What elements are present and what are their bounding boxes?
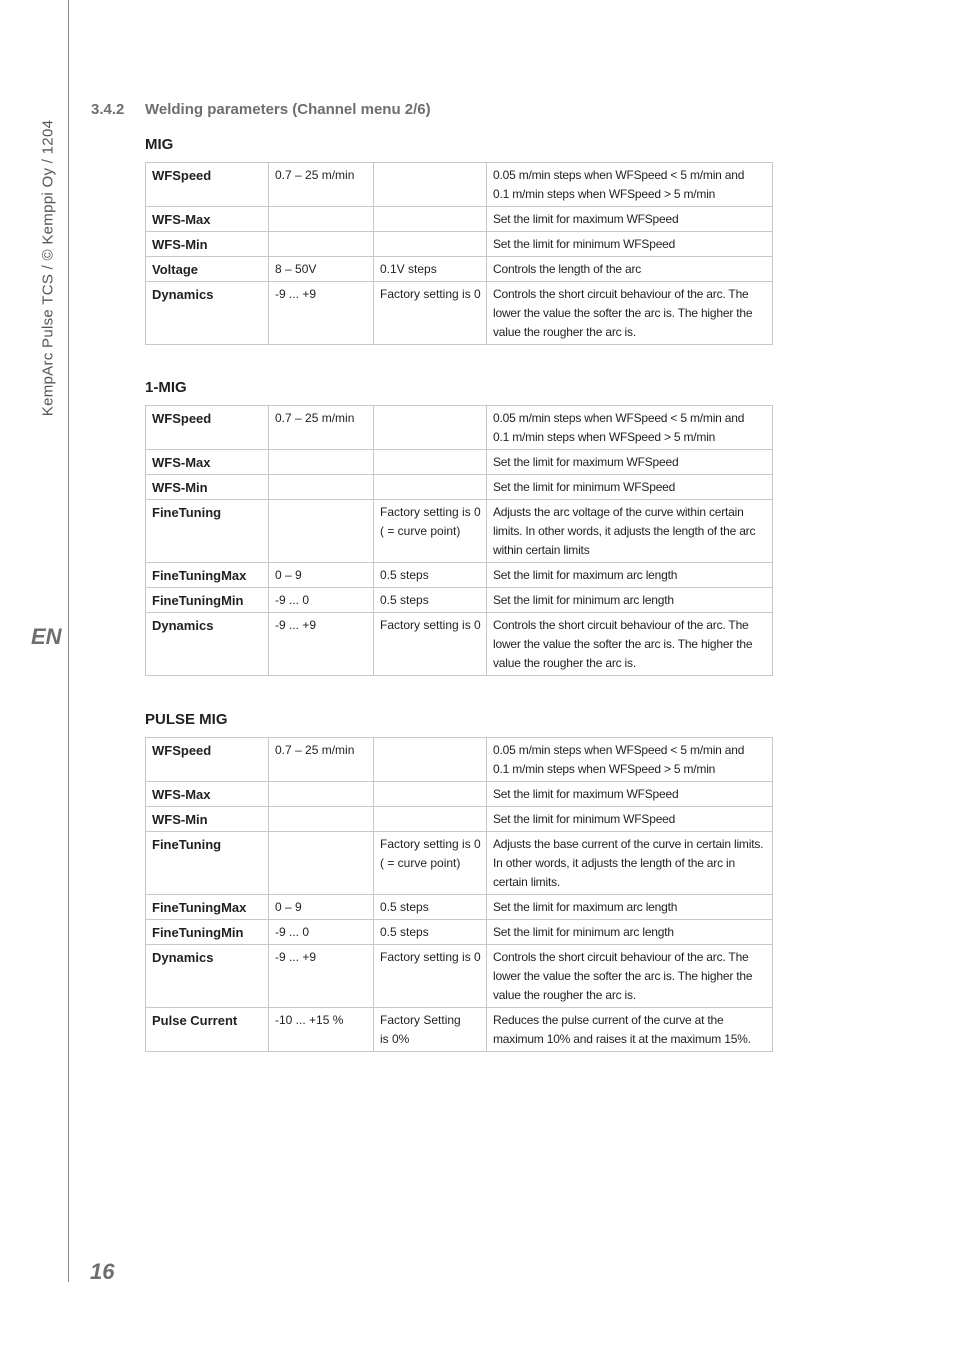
parameter-name: WFS-Min [146,475,269,500]
parameter-description: Set the limit for minimum arc length [487,588,773,613]
section-number: 3.4.2 [91,101,125,118]
table-row [146,257,773,282]
parameter-name: FineTuning [146,832,269,895]
parameter-setting: 0.5 steps [374,588,487,613]
parameter-setting [374,232,487,257]
parameter-description: Adjusts the arc voltage of the curve within certain limits. In other words, it adjusts the length of the arc within certain limits [487,500,773,563]
table-row [146,738,773,782]
table-row [146,406,773,450]
mig-heading: MIG [145,136,174,153]
document-label: KempArc Pulse TCS / © Kemppi Oy / 1204 [39,119,57,417]
parameter-range: 8 – 50V [269,257,374,282]
parameter-name: FineTuningMax [146,895,269,920]
parameter-description: Adjusts the base current of the curve in certain limits. In other words, it adjusts the length of the arc in certain limits. [487,832,773,895]
parameter-range [269,832,374,895]
parameter-setting: 0.5 steps [374,895,487,920]
parameter-name: Dynamics [146,945,269,1008]
table-row [146,807,773,832]
parameter-name: Voltage [146,257,269,282]
section-heading [91,101,431,118]
parameter-range [269,232,374,257]
table-body [146,163,773,345]
parameter-setting: Factory setting is 0 ( = curve point) [374,500,487,563]
table-row [146,920,773,945]
parameter-description: 0.05 m/min steps when WFSpeed < 5 m/min and 0.1 m/min steps when WFSpeed > 5 m/min [487,163,773,207]
parameter-setting [374,450,487,475]
parameter-name: WFS-Max [146,782,269,807]
table-row [146,232,773,257]
parameter-setting [374,475,487,500]
parameter-range: -9 ... 0 [269,588,374,613]
table-row [146,207,773,232]
table-row [146,1008,773,1052]
parameter-description: Controls the short circuit behaviour of the arc. The lower the value the softer the arc is. The higher the value the rougher the arc is. [487,945,773,1008]
parameter-description: Set the limit for minimum WFSpeed [487,475,773,500]
parameter-description: Set the limit for minimum WFSpeed [487,807,773,832]
parameter-setting [374,738,487,782]
parameter-description: Reduces the pulse current of the curve at the maximum 10% and raises it at the maximum 15%. [487,1008,773,1052]
parameter-name: WFS-Min [146,232,269,257]
parameter-name: Dynamics [146,613,269,676]
parameter-setting: Factory setting is 0 [374,945,487,1008]
parameter-description: Set the limit for maximum arc length [487,895,773,920]
parameter-name: WFS-Min [146,807,269,832]
parameter-name: Pulse Current [146,1008,269,1052]
parameter-range [269,450,374,475]
parameter-range [269,475,374,500]
parameter-setting: Factory setting is 0 ( = curve point) [374,832,487,895]
parameter-name: WFS-Max [146,207,269,232]
table-row [146,613,773,676]
table-row [146,832,773,895]
table-row [146,282,773,345]
page-number: 16 [90,1259,115,1284]
pulse-mig-heading: PULSE MIG [145,711,228,728]
table-body [146,406,773,676]
section-title: Welding parameters (Channel menu 2/6) [145,101,431,118]
parameter-description: Set the limit for maximum WFSpeed [487,450,773,475]
table-row [146,895,773,920]
parameter-range [269,782,374,807]
table-body [146,738,773,1052]
parameter-range [269,207,374,232]
parameter-setting: 0.1V steps [374,257,487,282]
parameter-range: 0.7 – 25 m/min [269,738,374,782]
parameter-range: -9 ... +9 [269,282,374,345]
parameter-description: Set the limit for maximum WFSpeed [487,782,773,807]
parameter-setting [374,163,487,207]
parameter-description: Set the limit for minimum arc length [487,920,773,945]
parameter-description: Set the limit for maximum WFSpeed [487,207,773,232]
parameter-setting: Factory setting is 0 [374,613,487,676]
parameter-range: -10 ... +15 % [269,1008,374,1052]
parameter-setting [374,406,487,450]
parameter-name: WFS-Max [146,450,269,475]
parameter-range: 0 – 9 [269,895,374,920]
mig-table [145,162,773,345]
parameter-setting [374,207,487,232]
one-mig-table [145,405,773,676]
parameter-range [269,500,374,563]
parameter-name: FineTuningMax [146,563,269,588]
table-row [146,945,773,1008]
parameter-name: WFSpeed [146,406,269,450]
one-mig-heading: 1-MIG [145,379,187,396]
parameter-description: Controls the short circuit behaviour of the arc. The lower the value the softer the arc is. The higher the value the rougher the arc is. [487,282,773,345]
parameter-name: FineTuning [146,500,269,563]
table-row [146,450,773,475]
table-row [146,563,773,588]
parameter-range: -9 ... 0 [269,920,374,945]
parameter-name: FineTuningMin [146,920,269,945]
table-row [146,782,773,807]
parameter-description: Controls the length of the arc [487,257,773,282]
table-row [146,500,773,563]
parameter-range: 0 – 9 [269,563,374,588]
parameter-description: 0.05 m/min steps when WFSpeed < 5 m/min and 0.1 m/min steps when WFSpeed > 5 m/min [487,738,773,782]
parameter-setting: Factory Setting is 0% [374,1008,487,1052]
parameter-name: FineTuningMin [146,588,269,613]
table-row [146,163,773,207]
parameter-setting [374,782,487,807]
parameter-description: Set the limit for maximum arc length [487,563,773,588]
margin-rule [68,0,69,1282]
parameter-name: WFSpeed [146,738,269,782]
parameter-setting: 0.5 steps [374,563,487,588]
language-tag: EN [31,624,62,649]
parameter-description: Controls the short circuit behaviour of the arc. The lower the value the softer the arc is. The higher the value the rougher the arc is. [487,613,773,676]
parameter-description: Set the limit for minimum WFSpeed [487,232,773,257]
parameter-setting: 0.5 steps [374,920,487,945]
parameter-setting [374,807,487,832]
parameter-range: 0.7 – 25 m/min [269,163,374,207]
parameter-setting: Factory setting is 0 [374,282,487,345]
parameter-name: Dynamics [146,282,269,345]
pulse-mig-table [145,737,773,1052]
parameter-range [269,807,374,832]
parameter-range: 0.7 – 25 m/min [269,406,374,450]
parameter-name: WFSpeed [146,163,269,207]
table-row [146,588,773,613]
parameter-description: 0.05 m/min steps when WFSpeed < 5 m/min and 0.1 m/min steps when WFSpeed > 5 m/min [487,406,773,450]
parameter-range: -9 ... +9 [269,945,374,1008]
parameter-range: -9 ... +9 [269,613,374,676]
table-row [146,475,773,500]
